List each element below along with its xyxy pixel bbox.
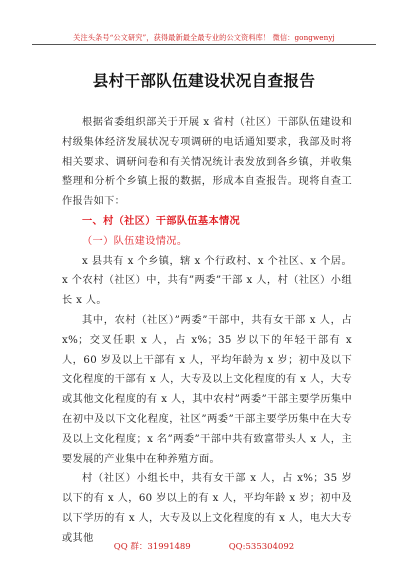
header-text: 关注头条号“公文研究”，获得最新最全最专业的公文资料库！ 微信：gongwenyj bbox=[73, 33, 335, 42]
body-paragraph-2: 其中，农村（社区）”两委”干部中，共有女干部 x 人，占 x%；交叉任职 x 人，占 x%；35 岁以下的年轻干部有 x 人，60 岁及以上干部有 x 人，平均年龄为 x 岁；初中及以下文化程度的干部有 x 人，大专及以上文化程度的有 x 人，大专或其他文化程度的有 x 人，其中农村”两委”干部主要学历集中在初中及以下文化程度，社区”两委”干部主要学历集中在大专及以上文化程度；x 名”两委”干部中共有致富带头人 x 人，主要发展的产业集中在种养殖方面。 bbox=[62, 314, 352, 465]
page-footer bbox=[0, 540, 408, 552]
intro-paragraph: 根据省委组织部关于开展 x 省村（社区）干部队伍建设和村级集体经济发展状况专项调研的电话通知要求，我部及时将相关要求、调研问卷和有关情况统计表发放到各乡镇，并收集整理和分析个乡镇上报的数据，形成本自查报告。现将自查工作报告如下： bbox=[62, 117, 352, 208]
body-paragraph-1: x 县共有 x 个乡镇，辖 x 个行政村、x 个社区、x 个居。x 个农村（社区）中，共有”两委”干部 x 人，村（社区）小组长 x 人。 bbox=[62, 255, 352, 307]
footer-qq-group: QQ 群：31991489 bbox=[113, 542, 191, 552]
footer-qq: QQ:535304092 bbox=[228, 542, 295, 552]
subsection-heading-1: （一）队伍建设情况。 bbox=[82, 235, 188, 247]
document-title: 县村干部队伍建设状况自查报告 bbox=[92, 72, 316, 90]
body-paragraph-3: 村（社区）小组长中，共有女干部 x 人，占 x%；35 岁以下的有 x 人，60 岁以上的有 x 人，平均年龄 x 岁；初中及以下学历的有 x 人，大专及以上文化程度的有 x 人，电大大专或其他 bbox=[62, 473, 352, 544]
header-divider bbox=[32, 44, 376, 45]
document-body bbox=[62, 113, 352, 549]
page-header bbox=[0, 22, 408, 54]
section-heading-1: 一、村（社区）干部队伍基本情况 bbox=[82, 215, 241, 227]
